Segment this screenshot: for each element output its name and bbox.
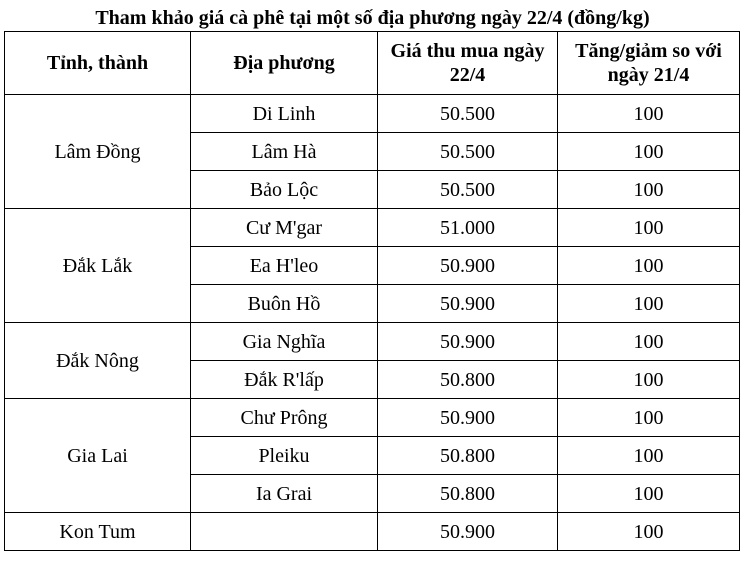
change-cell: 100 bbox=[558, 475, 740, 513]
table-row bbox=[5, 513, 740, 551]
province-cell: Đắk Nông bbox=[5, 323, 191, 399]
price-cell: 50.900 bbox=[378, 285, 558, 323]
province-cell: Lâm Đồng bbox=[5, 95, 191, 209]
change-cell: 100 bbox=[558, 95, 740, 133]
coffee-price-table bbox=[4, 31, 740, 551]
table-row bbox=[5, 95, 740, 133]
price-cell: 50.800 bbox=[378, 361, 558, 399]
price-cell: 50.900 bbox=[378, 513, 558, 551]
price-cell: 50.800 bbox=[378, 475, 558, 513]
locality-cell: Cư M'gar bbox=[191, 209, 378, 247]
change-cell: 100 bbox=[558, 399, 740, 437]
locality-cell: Lâm Hà bbox=[191, 133, 378, 171]
change-cell: 100 bbox=[558, 285, 740, 323]
header-locality: Địa phương bbox=[191, 32, 378, 95]
change-cell: 100 bbox=[558, 513, 740, 551]
price-cell: 50.900 bbox=[378, 323, 558, 361]
locality-cell: Gia Nghĩa bbox=[191, 323, 378, 361]
price-cell: 50.500 bbox=[378, 133, 558, 171]
locality-cell: Pleiku bbox=[191, 437, 378, 475]
locality-cell: Ia Grai bbox=[191, 475, 378, 513]
locality-cell: Đắk R'lấp bbox=[191, 361, 378, 399]
change-cell: 100 bbox=[558, 209, 740, 247]
locality-cell: Buôn Hồ bbox=[191, 285, 378, 323]
change-cell: 100 bbox=[558, 133, 740, 171]
province-cell: Đắk Lắk bbox=[5, 209, 191, 323]
header-province: Tỉnh, thành bbox=[5, 32, 191, 95]
locality-cell: Di Linh bbox=[191, 95, 378, 133]
table-row bbox=[5, 323, 740, 361]
price-cell: 50.900 bbox=[378, 247, 558, 285]
table-row bbox=[5, 209, 740, 247]
table-row bbox=[5, 399, 740, 437]
price-cell: 50.900 bbox=[378, 399, 558, 437]
locality-cell: Ea H'leo bbox=[191, 247, 378, 285]
change-cell: 100 bbox=[558, 437, 740, 475]
header-price: Giá thu mua ngày 22/4 bbox=[378, 32, 558, 95]
header-change: Tăng/giảm so với ngày 21/4 bbox=[558, 32, 740, 95]
province-cell: Kon Tum bbox=[5, 513, 191, 551]
change-cell: 100 bbox=[558, 361, 740, 399]
price-cell: 50.500 bbox=[378, 95, 558, 133]
locality-cell bbox=[191, 513, 378, 551]
table-title: Tham khảo giá cà phê tại một số địa phương ngày 22/4 (đồng/kg) bbox=[95, 7, 650, 29]
price-cell: 51.000 bbox=[378, 209, 558, 247]
change-cell: 100 bbox=[558, 247, 740, 285]
locality-cell: Bảo Lộc bbox=[191, 171, 378, 209]
price-cell: 50.800 bbox=[378, 437, 558, 475]
header-row bbox=[5, 32, 740, 95]
change-cell: 100 bbox=[558, 171, 740, 209]
province-cell: Gia Lai bbox=[5, 399, 191, 513]
locality-cell: Chư Prông bbox=[191, 399, 378, 437]
change-cell: 100 bbox=[558, 323, 740, 361]
price-cell: 50.500 bbox=[378, 171, 558, 209]
